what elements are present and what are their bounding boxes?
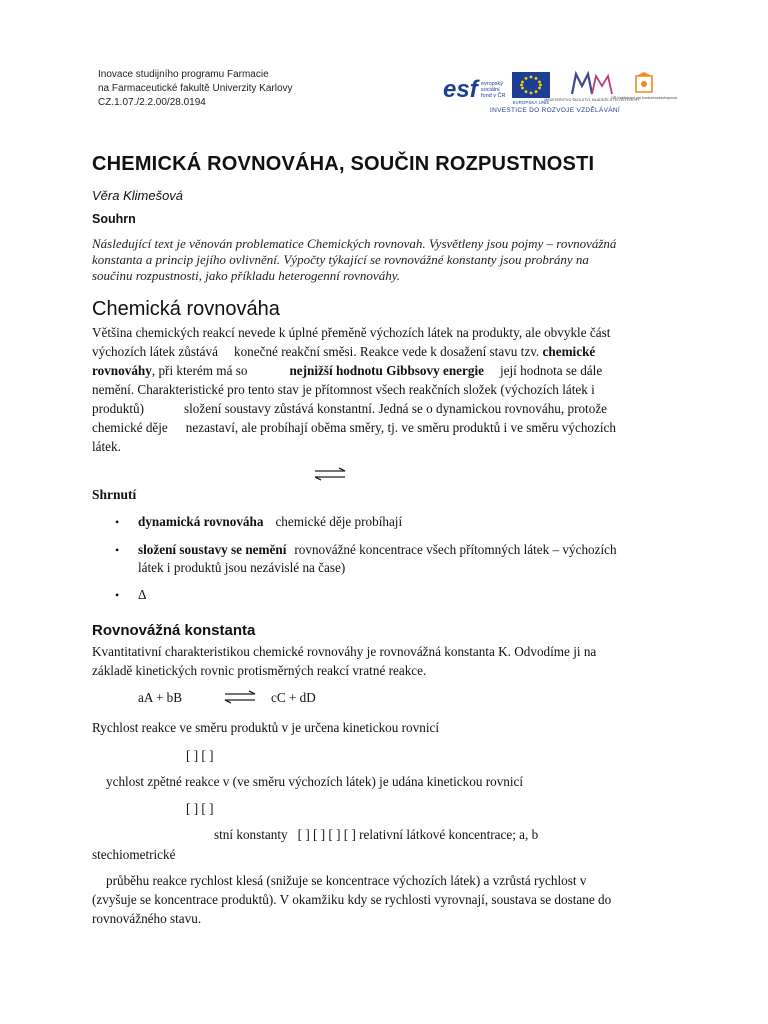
rate-eq-2: [ ] [ ] bbox=[186, 801, 214, 816]
s2-line-rychlost: Rychlost reakce ve směru produktů v je určena kinetickou rovnicí bbox=[92, 720, 439, 735]
esf-logo-small-3: fond v ČR bbox=[481, 93, 506, 99]
s1-line-6b: nezastaví, ale probíhají oběma směry, tj. ve směru produktů i ve směru výchozích bbox=[185, 420, 616, 435]
summary-line-2: konstanta a princip jejího ovlivnění. Výpočty týkající se rovnovážné konstanty jsou probrány na bbox=[92, 252, 589, 267]
s1-line-2b: konečné reakční směsi. Reakce vede k dosažení stavu tzv. bbox=[233, 344, 540, 359]
page-title: CHEMICKÁ ROVNOVÁHA, SOUČIN ROZPUSTNOSTI bbox=[92, 153, 595, 175]
header-line-2: na Farmaceutické fakultě Univerzity Karlovy bbox=[98, 83, 293, 94]
s1-line-6 bbox=[92, 419, 616, 438]
op-logo bbox=[610, 72, 678, 106]
s2-line-prubeh-2: (zvyšuje se koncentrace produktů). V okamžiku kdy se rychlosti vyrovnají, soustava se dostane do bbox=[92, 892, 612, 907]
bullet-item-2 bbox=[138, 541, 617, 560]
bullet-1-text: chemické děje probíhají bbox=[275, 514, 403, 529]
bullet-3: • bbox=[115, 588, 120, 602]
s1-line-2c: chemické bbox=[542, 344, 596, 359]
esf-logo-small-1: evropský bbox=[481, 81, 504, 87]
bullet-item-3: Δ bbox=[138, 587, 147, 602]
op-caption: OP Vzdělávání pro konkurenceschopnost bbox=[610, 96, 678, 100]
s1-line-3c: nejnižší hodnotu Gibbsovy energie bbox=[289, 363, 484, 378]
bullet-1: • bbox=[115, 515, 120, 529]
s2-konstanty-b: [ ] [ ] [ ] [ ] bbox=[297, 827, 356, 842]
section-heading-chemicka-rovnovaha: Chemická rovnováha bbox=[92, 298, 280, 320]
esf-logo-small-2: sociální bbox=[481, 87, 500, 93]
esf-logo bbox=[443, 72, 507, 104]
section-heading-rovnovazna-konstanta: Rovnovážná konstanta bbox=[92, 622, 256, 639]
s1-line-3d: její hodnota se dále bbox=[500, 363, 603, 378]
s1-line-6a: chemické děje bbox=[92, 420, 168, 435]
s2-line-prubeh-1: průběhu reakce rychlost klesá (snižuje se koncentrace výchozích látek) a vzrůstá rychlost v bbox=[106, 873, 587, 888]
s1-line-5 bbox=[92, 400, 607, 419]
s1-line-1: Většina chemických reakcí nevede k úplné přeměně výchozích látek na produkty, ale obvykle část bbox=[92, 325, 611, 340]
s1-line-3a: rovnováhy bbox=[92, 363, 152, 378]
author: Věra Klimešová bbox=[92, 188, 184, 203]
msmt-caption: MINISTERSTVO ŠKOLSTVÍ, MLÁDEŽE A TĚLOVÝCHOVY bbox=[544, 98, 640, 102]
shrnuti-heading: Shrnutí bbox=[92, 487, 137, 502]
equation-right: cC + dD bbox=[271, 690, 316, 705]
equation-left: aA + bB bbox=[138, 690, 183, 705]
equation-arrows-icon bbox=[224, 690, 256, 704]
s1-line-5b: složení soustavy zůstává konstantní. Jedná se o dynamickou rovnováhu, protože bbox=[184, 401, 608, 416]
esf-logo-graphic bbox=[443, 72, 507, 104]
s2-line-2: základě kinetických rovnic protisměrných reakcí vratné reakce. bbox=[92, 663, 427, 678]
summary-heading: Souhrn bbox=[92, 212, 136, 226]
bullet-2-text-cont: látek i produktů jsou nezávislé na čase) bbox=[138, 560, 346, 575]
s1-line-2a: výchozích látek zůstává bbox=[92, 344, 218, 359]
esf-logo-text: esf bbox=[443, 76, 478, 103]
bullet-2-text: rovnovážné koncentrace všech přítomných látek – výchozích bbox=[294, 542, 617, 557]
s2-line-konstanty bbox=[214, 826, 538, 845]
equilibrium-arrows-icon bbox=[314, 467, 346, 481]
eu-caption: EVROPSKÁ UNIE bbox=[512, 100, 550, 105]
s2-line-1: Kvantitativní charakteristikou chemické rovnováhy je rovnovážná konstanta K. Odvodíme ji na bbox=[92, 644, 597, 659]
s1-line-5a: produktů) bbox=[92, 401, 145, 416]
equilibrium-arrows-svg bbox=[314, 467, 346, 481]
s2-line-stechiometricke: stechiometrické bbox=[92, 847, 176, 862]
equation-arrows-svg bbox=[224, 690, 256, 704]
s1-line-7: látek. bbox=[92, 439, 121, 454]
header-line-3: CZ.1.07./2.2.00/28.0194 bbox=[98, 97, 206, 108]
s2-line-zpetna: ychlost zpětné reakce v (ve směru výchozích látek) je udána kinetickou rovnicí bbox=[106, 774, 524, 789]
op-logo-graphic bbox=[610, 72, 678, 106]
logo-tagline: INVESTICE DO ROZVOJE VZDĚLÁVÁNÍ bbox=[490, 107, 620, 114]
s2-konstanty-c: relativní látkové koncentrace; a, b bbox=[359, 827, 539, 842]
s1-line-3 bbox=[92, 362, 602, 381]
bullet-item-1 bbox=[138, 513, 402, 532]
s1-line-3b: , při kterém má so bbox=[151, 363, 248, 378]
bullet-2-bold: složení soustavy se nemění bbox=[138, 542, 287, 557]
summary-line-3: součinu rozpustnosti, jako příkladu heterogenní rovnováhy. bbox=[92, 268, 400, 283]
s1-line-2 bbox=[92, 343, 595, 362]
rate-eq-1: [ ] [ ] bbox=[186, 748, 214, 763]
summary-line-1: Následující text je věnován problematice Chemických rovnovah. Vysvětleny jsou pojmy – rovnovážná bbox=[92, 236, 617, 251]
bullet-2: • bbox=[115, 543, 120, 557]
s2-line-prubeh-3: rovnovážného stavu. bbox=[92, 911, 202, 926]
header-line-1: Inovace studijního programu Farmacie bbox=[98, 69, 269, 80]
bullet-1-bold: dynamická rovnováha bbox=[138, 514, 264, 529]
s2-konstanty-a: stní konstanty bbox=[214, 827, 288, 842]
s1-line-4: nemění. Charakteristické pro tento stav je přítomnost všech reakčních složek (výchozích látek i bbox=[92, 382, 595, 397]
